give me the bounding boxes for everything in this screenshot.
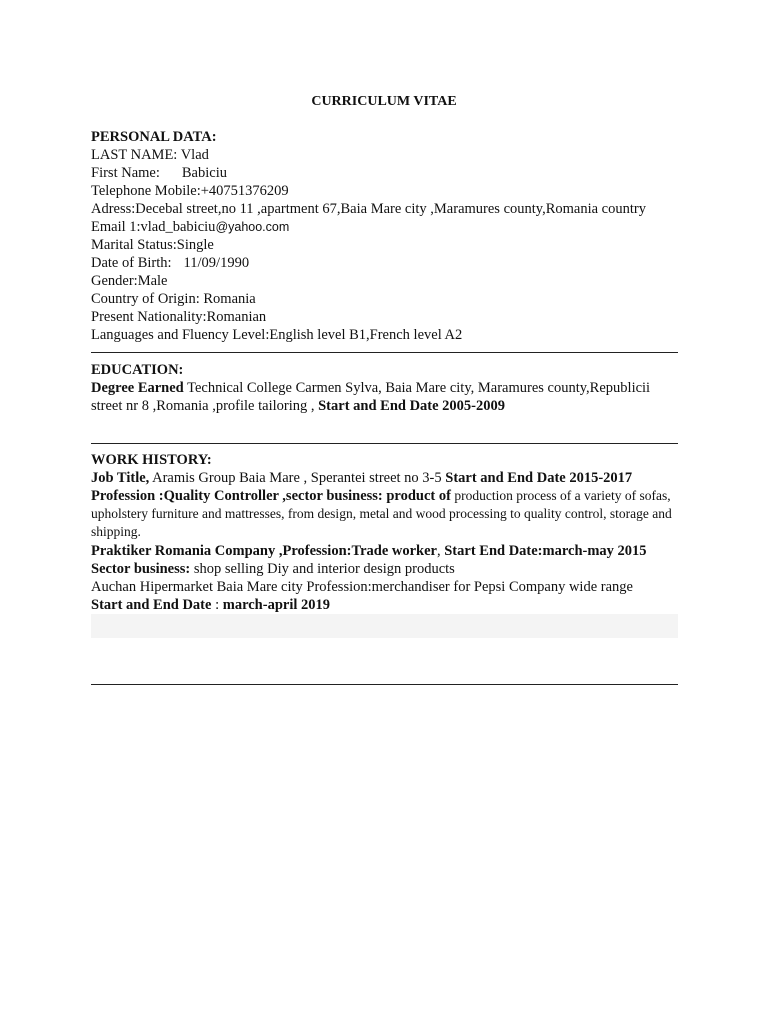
job2-sector-row [91,560,678,578]
job2-company: Praktiker Romania Company [91,543,276,559]
first-name-label: First Name: [91,165,160,181]
job1-label: Job Title, [91,470,150,486]
education-entry [91,379,678,415]
job1-description [91,487,678,541]
shaded-row [91,614,678,638]
divider-3 [91,684,678,685]
email-row [91,218,678,236]
last-name: LAST NAME: Vlad [91,147,209,163]
job2-sector-value: shop selling Diy and interior design products [190,561,455,577]
job1-text: Aramis Group Baia Mare , Sperantei street no 3-5 [149,470,446,486]
degree-label: Degree Earned [91,380,184,396]
dob-label: Date of Birth: [91,255,172,271]
personal-heading: PERSONAL DATA: [91,129,217,145]
gender: Gender:Male [91,273,168,289]
job2-comma: , [436,543,445,559]
work-heading: WORK HISTORY: [91,452,212,468]
address: Adress:Decebal street,no 11 ,apartment 67,Baia Mare city ,Maramures county,Romania country [91,201,646,217]
job2-row [91,542,678,560]
job1-title-row [91,469,678,487]
first-name-value: Babiciu [181,165,227,181]
job3-dates-label: Start and End Date [91,597,212,613]
telephone: Telephone Mobile:+40751376209 [91,183,289,199]
languages: Languages and Fluency Level:English level B1,French level A2 [91,327,463,343]
marital-status: Marital Status:Single [91,237,214,253]
job2-prof-label: Profession [282,543,347,559]
dob-row [91,254,678,272]
email-domain: @yahoo.com [215,220,290,234]
job3-dates-colon: : [211,597,223,613]
document-title: CURRICULUM VITAE [311,94,457,109]
dob-value: 11/09/1990 [183,255,250,271]
nationality: Present Nationality:Romanian [91,309,267,325]
job1-profession: Profession :Quality Controller ,sector business: product of [91,488,451,504]
email-label: Email 1:vlad_babiciu [91,219,216,235]
job3-dates-row [91,596,678,614]
job1-dates: Start and End Date 2015-2017 [445,470,633,486]
job2-sector-label: Sector business: [91,561,191,577]
job3-text: Auchan Hipermarket Baia Mare city Profession:merchandiser for Pepsi Company wide range [91,579,633,595]
job2-dates: Start End Date:march-may 2015 [444,543,647,559]
job2-prof-value: :Trade worker [346,543,437,559]
job2-sep: , [275,543,283,559]
job3-dates-value: march-april 2019 [222,597,330,613]
first-name-row [91,164,678,182]
job1-desc: production process of a variety of sofas, upholstery furniture and mattresses, from design, metal and wood processing to quality control, storage and shipping. [91,488,672,539]
education-dates: Start and End Date 2005-2009 [318,398,506,414]
country-of-origin: Country of Origin: Romania [91,291,256,307]
degree-text: Technical College Carmen Sylva, Baia Mare city, Maramures county,Republicii street nr 8 ,Romania ,profile tailoring , [91,380,651,414]
education-heading: EDUCATION: [91,362,184,378]
divider-1 [91,352,678,353]
divider-2 [91,443,678,444]
